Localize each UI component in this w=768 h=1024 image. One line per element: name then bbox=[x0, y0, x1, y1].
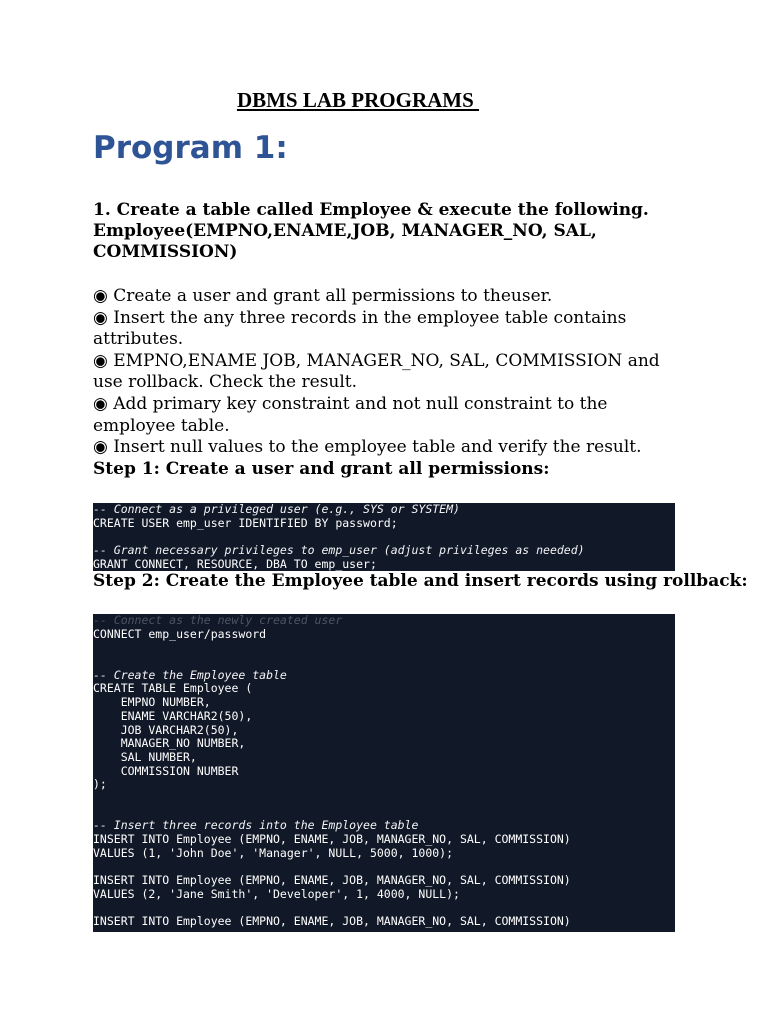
code-line: -- Grant necessary privileges to emp_user (adjust privileges as needed) bbox=[93, 543, 585, 558]
code-line: -- Insert three records into the Employee table bbox=[93, 818, 419, 833]
code-line bbox=[93, 530, 675, 544]
code-line: EMPNO NUMBER, bbox=[93, 695, 211, 710]
code-line: GRANT CONNECT, RESOURCE, DBA TO emp_user; bbox=[93, 556, 377, 571]
code-block-1 bbox=[93, 503, 675, 571]
code-line bbox=[93, 641, 675, 655]
code-line bbox=[93, 901, 675, 915]
code-line: MANAGER_NO NUMBER, bbox=[93, 736, 246, 751]
code-line: -- Create the Employee table bbox=[93, 667, 287, 682]
code-line: ENAME VARCHAR2(50), bbox=[93, 708, 253, 723]
code-line: VALUES (1, 'John Doe', 'Manager', NULL, 5000, 1000); bbox=[93, 845, 454, 860]
bullet-item: ◉ Add primary key constraint and not null constraint to the employee table. bbox=[93, 393, 608, 436]
code-line: VALUES (2, 'Jane Smith', 'Developer', 1, 4000, NULL); bbox=[93, 886, 460, 901]
step-2-heading: Step 2: Create the Employee table and insert records using rollback: bbox=[93, 571, 748, 591]
code-line: INSERT INTO Employee (EMPNO, ENAME, JOB, MANAGER_NO, SAL, COMMISSION) bbox=[93, 914, 571, 929]
task-bullet-list bbox=[93, 286, 683, 459]
code-line: JOB VARCHAR2(50), bbox=[93, 722, 239, 737]
code-block-2 bbox=[93, 614, 675, 932]
bullet-item: ◉ Create a user and grant all permissions to theuser. bbox=[93, 286, 553, 306]
code-line: CONNECT emp_user/password bbox=[93, 626, 267, 641]
bullet-item: ◉ EMPNO,ENAME JOB, MANAGER_NO, SAL, COMMISSION and use rollback. Check the result. bbox=[93, 350, 660, 393]
bullet-item: ◉ Insert null values to the employee table and verify the result. bbox=[93, 437, 642, 458]
code-line: CREATE USER emp_user IDENTIFIED BY password; bbox=[93, 515, 398, 530]
task-heading: 1. Create a table called Employee & execute the following. Employee(EMPNO,ENAME,JOB, MANAGER_NO, SAL, COMMISSION) bbox=[93, 200, 649, 262]
code-line: INSERT INTO Employee (EMPNO, ENAME, JOB, MANAGER_NO, SAL, COMMISSION) bbox=[93, 873, 571, 888]
code-line bbox=[93, 792, 675, 806]
step-1-heading: Step 1: Create a user and grant all permissions: bbox=[93, 459, 550, 479]
code-line: ); bbox=[93, 777, 107, 792]
code-line: INSERT INTO Employee (EMPNO, ENAME, JOB, MANAGER_NO, SAL, COMMISSION) bbox=[93, 832, 571, 846]
code-line: -- Connect as the newly created user bbox=[93, 614, 343, 627]
code-line bbox=[93, 860, 675, 874]
code-line: SAL NUMBER, bbox=[93, 749, 197, 764]
program-heading: Program 1: bbox=[93, 130, 288, 166]
code-line: -- Connect as a privileged user (e.g., SYS or SYSTEM) bbox=[93, 503, 460, 516]
code-line: COMMISSION NUMBER bbox=[93, 763, 239, 778]
document-title: DBMS LAB PROGRAMS bbox=[236, 88, 480, 112]
code-line bbox=[93, 655, 675, 669]
bullet-item: ◉ Insert the any three records in the employee table contains attributes. bbox=[93, 307, 627, 350]
code-line bbox=[93, 806, 675, 820]
code-line: CREATE TABLE Employee ( bbox=[93, 681, 253, 696]
